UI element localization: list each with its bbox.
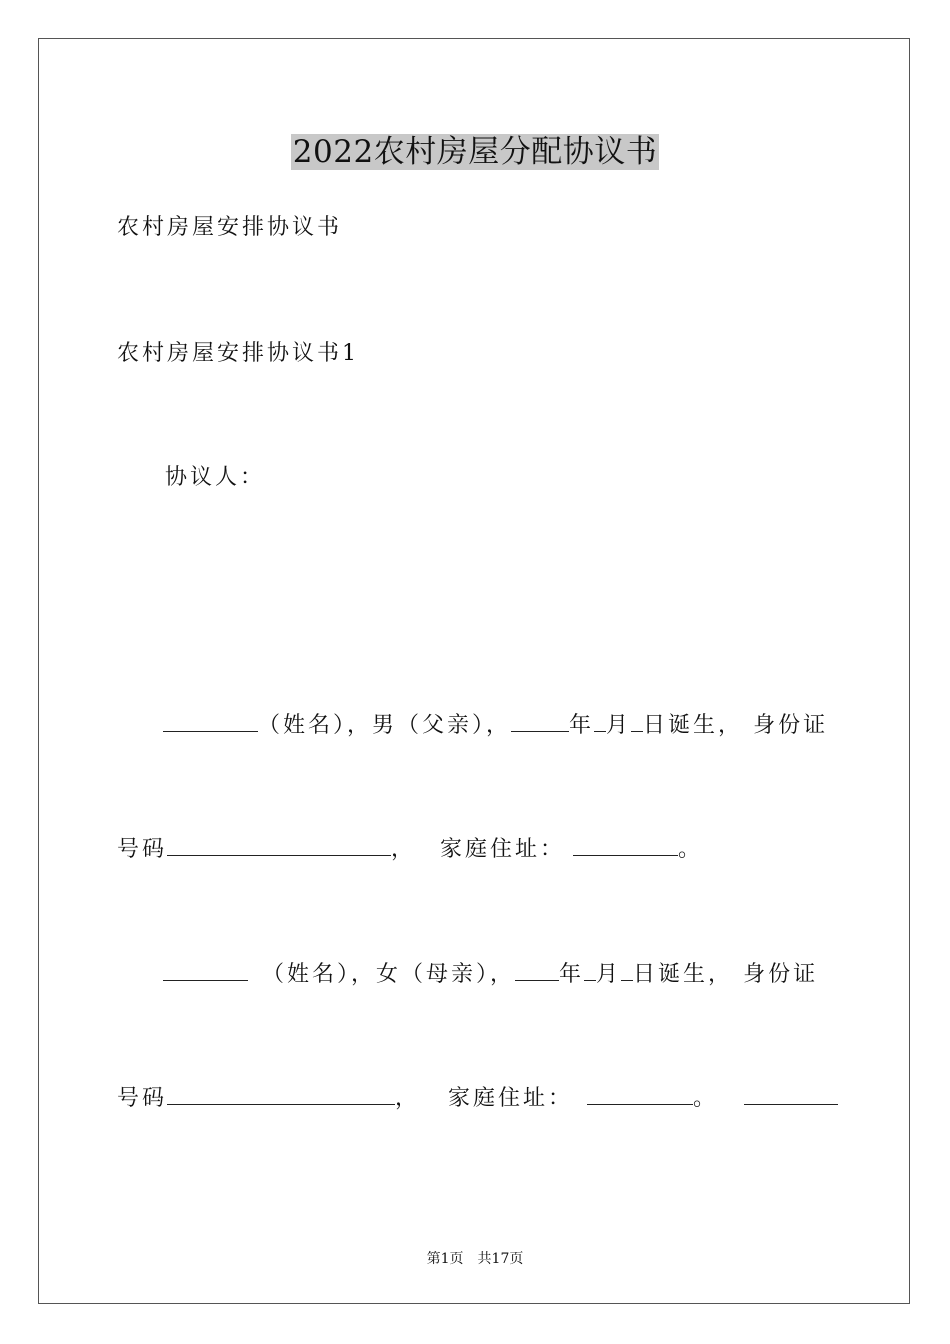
section-heading: 农村房屋安排协议书1 bbox=[117, 341, 359, 366]
father-id-label: 身份证 bbox=[753, 713, 829, 738]
father-id-number-blank[interactable] bbox=[167, 837, 391, 856]
father-address-blank[interactable] bbox=[573, 837, 678, 856]
mother-id-label: 身份证 bbox=[743, 962, 819, 987]
mother-year-label: 年 bbox=[559, 962, 585, 987]
subtitle: 农村房屋安排协议书 bbox=[117, 215, 343, 240]
father-month-blank[interactable] bbox=[594, 713, 606, 732]
mother-comma: ， bbox=[395, 1086, 421, 1111]
mother-year-blank[interactable] bbox=[515, 962, 559, 981]
father-address-label: 家庭住址： bbox=[440, 837, 566, 862]
mother-line-1 bbox=[163, 957, 818, 988]
mother-period: 。 bbox=[693, 1086, 719, 1111]
parties-label: 协议人： bbox=[165, 465, 266, 490]
father-year-label: 年 bbox=[569, 713, 595, 738]
father-line-2 bbox=[117, 832, 703, 863]
father-period: 。 bbox=[678, 837, 704, 862]
father-month-label: 月 bbox=[606, 713, 632, 738]
next-party-name-blank[interactable] bbox=[744, 1086, 838, 1105]
mother-id-number-label: 号码 bbox=[117, 1086, 168, 1111]
mother-name-label: （姓名），女（母亲）， bbox=[262, 962, 516, 987]
father-year-blank[interactable] bbox=[511, 713, 569, 732]
mother-line-2 bbox=[117, 1081, 838, 1112]
father-name-blank[interactable] bbox=[163, 713, 258, 732]
mother-born-label: 日诞生， bbox=[633, 962, 734, 987]
mother-month-label: 月 bbox=[596, 962, 622, 987]
father-day-blank[interactable] bbox=[631, 713, 643, 732]
mother-address-label: 家庭住址： bbox=[448, 1086, 574, 1111]
mother-day-blank[interactable] bbox=[621, 962, 633, 981]
page-footer: 第1页 共17页 bbox=[426, 1251, 524, 1267]
father-name-label: （姓名），男（父亲）， bbox=[258, 713, 512, 738]
document-title bbox=[0, 126, 950, 171]
mother-month-blank[interactable] bbox=[584, 962, 596, 981]
title-text: 2022农村房屋分配协议书 bbox=[292, 134, 658, 170]
mother-name-blank[interactable] bbox=[163, 962, 248, 981]
father-line-1 bbox=[163, 708, 828, 739]
mother-id-number-blank[interactable] bbox=[167, 1086, 395, 1105]
father-born-label: 日诞生， bbox=[643, 713, 744, 738]
father-id-number-label: 号码 bbox=[117, 837, 168, 862]
mother-address-blank[interactable] bbox=[587, 1086, 693, 1105]
father-comma: ， bbox=[391, 837, 417, 862]
